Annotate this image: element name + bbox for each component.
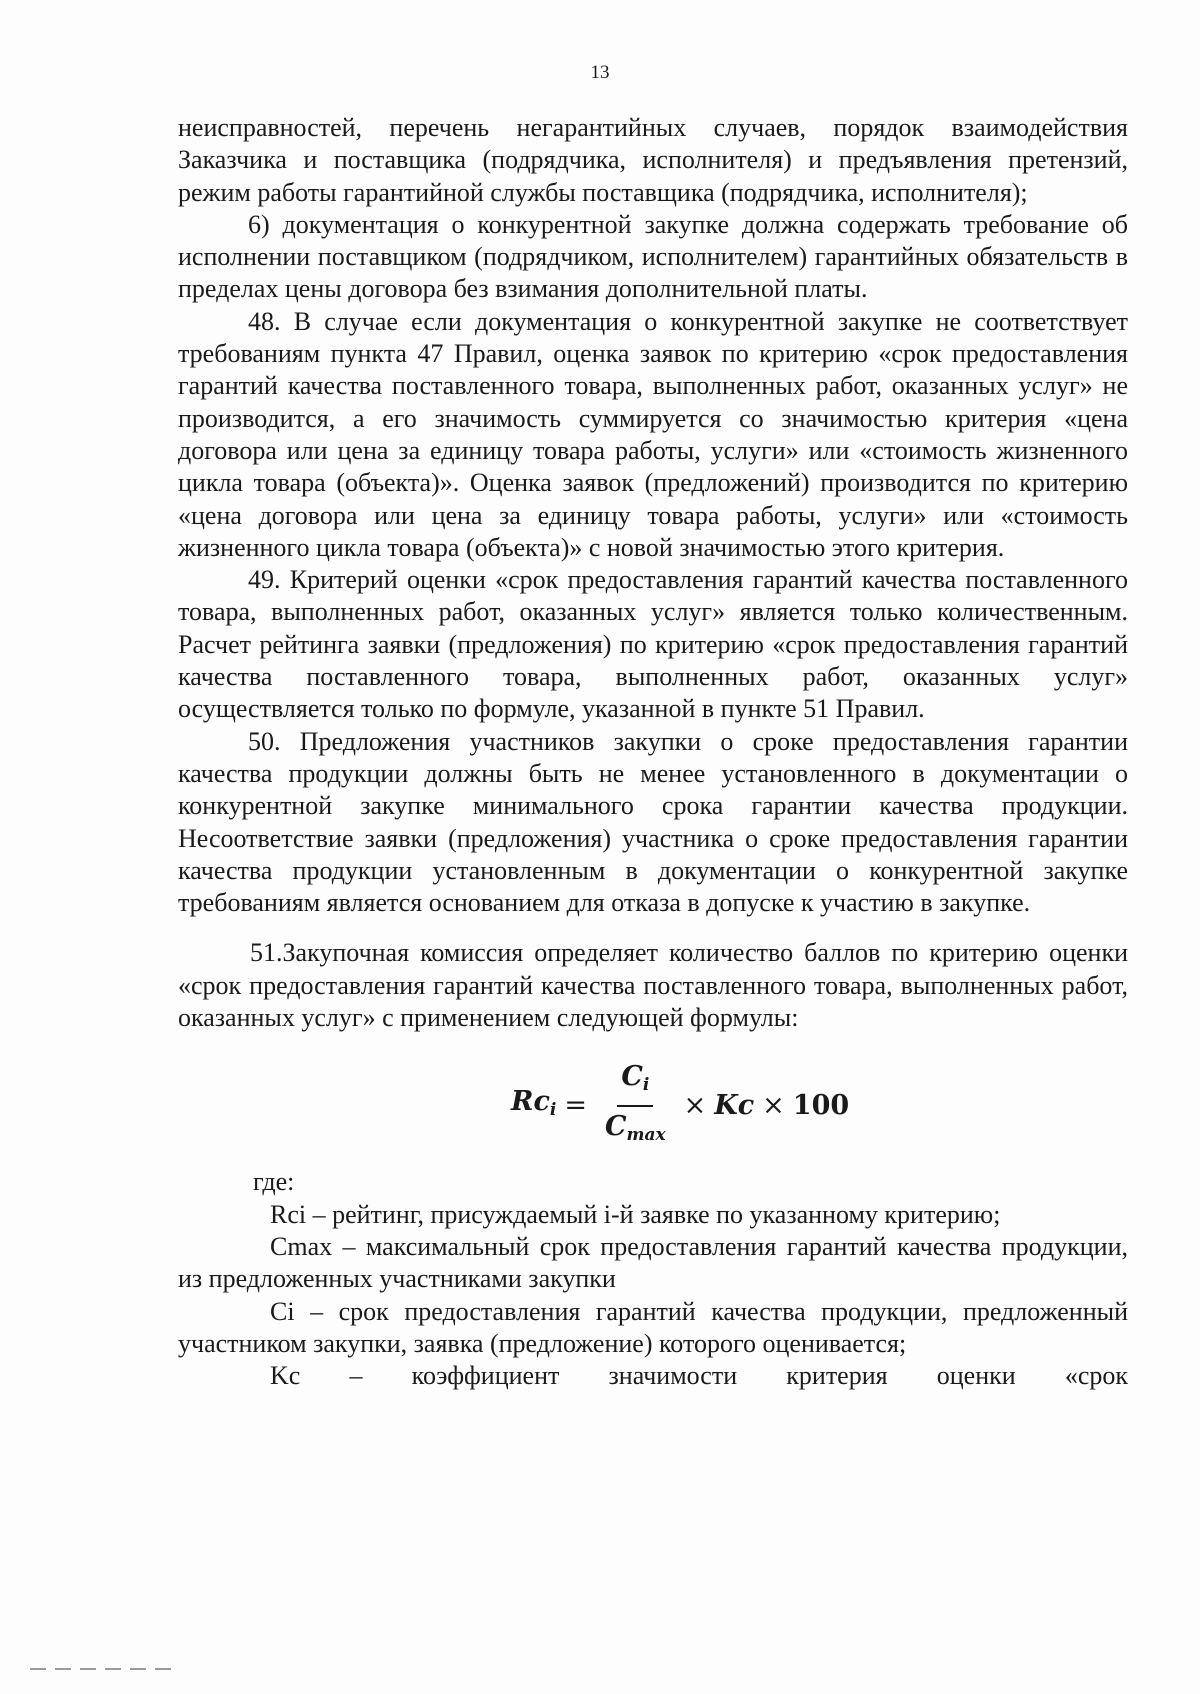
definition-ci: Ci – срок предоставления гарантий качества продукции, предложенный участником закупки, заявка (предложение) которого оценивается; [178,1296,1128,1358]
paragraph-item-6: 6) документация о конкурентной закупке должна содержать требование об исполнении поставщиком (подрядчиком, исполнителем) гарантийных обязательств в пределах цены договора без взимания дополнительной платы. [178,209,1128,304]
formula-fraction [601,1059,670,1153]
formula-times-2: × [762,1090,785,1122]
page-number: 13 [590,62,610,83]
document-body [178,112,1128,1392]
formula-expression [511,1060,849,1152]
definition-cmax: Cmax – максимальный срок предоставления гарантий качества продукции, из предложенных участниками закупки [178,1231,1128,1294]
formula-equals: = [564,1090,587,1122]
paragraph-48: 48. В случае если документация о конкурентной закупке не соответствует требованиям пункта 47 Правил, оценка заявок по критерию «срок предоставления гарантий качества поставленного товара, выполненных работ, оказанных услуг» не производится, а его значимость суммируется со значимостью критерия «цена договора или цена за единицу товара работы, услуги» или «стоимость жизненного цикла товара (объекта)». Оценка заявок (предложений) производится по критерию «цена договора или цена за единицу товара работы, услуги» или «стоимость жизненного цикла товара (объекта)» с новой значимостью этого критерия. [178,306,1128,562]
definition-rci: Rci – рейтинг, присуждаемый i-й заявке по указанному критерию; [270,1199,1001,1229]
paragraph-continuation: неисправностей, перечень негарантийных случаев, порядок взаимодействия Заказчика и поставщика (подрядчика, исполнителя) и предъявления претензий, режим работы гарантийной службы поставщика (подрядчика, исполнителя); [178,113,1128,207]
definitions-where: где: [253,1167,295,1197]
formula-denominator: $C_{max}$ [604,1111,666,1146]
formula-coefficient: Kc [714,1090,755,1122]
paragraph-51: 51.Закупочная комиссия определяет количество баллов по критерию оценки «срок предоставления гарантий качества поставленного товара, выполненных работ, оказанных услуг» с применением следующей формулы: [178,938,1128,1033]
definition-kc: Kc – коэффициент значимости критерия оценки «срок [270,1361,1128,1391]
formula-lhs: $Rc_i$ [511,1086,557,1121]
scan-edge-marks [30,1668,171,1670]
rating-formula [178,1060,1128,1152]
formula-times-1: × [683,1090,707,1122]
formula-numerator: $C_i$ [617,1059,653,1107]
paragraph-49: 49. Критерий оценки «срок предоставления гарантий качества поставленного товара, выполненных работ, оказанных услуг» является только количественным. Расчет рейтинга заявки (предложения) по критерию «срок предоставления гарантий качества поставленного товара, выполненных работ, оказанных услуг» осуществляется только по формуле, указанной в пункте 51 Правил. [178,565,1128,724]
paragraph-50: 50. Предложения участников закупки о сроке предоставления гарантии качества продукции должны быть не менее установленного в документации о конкурентной закупке минимального срока гарантии качества продукции. Несоответствие заявки (предложения) участника о сроке предоставления гарантии качества продукции установленным в документации о конкурентной закупке требованиям является основанием для отказа в допуске к участию в закупке. [178,726,1128,918]
formula-constant: 100 [792,1090,850,1122]
